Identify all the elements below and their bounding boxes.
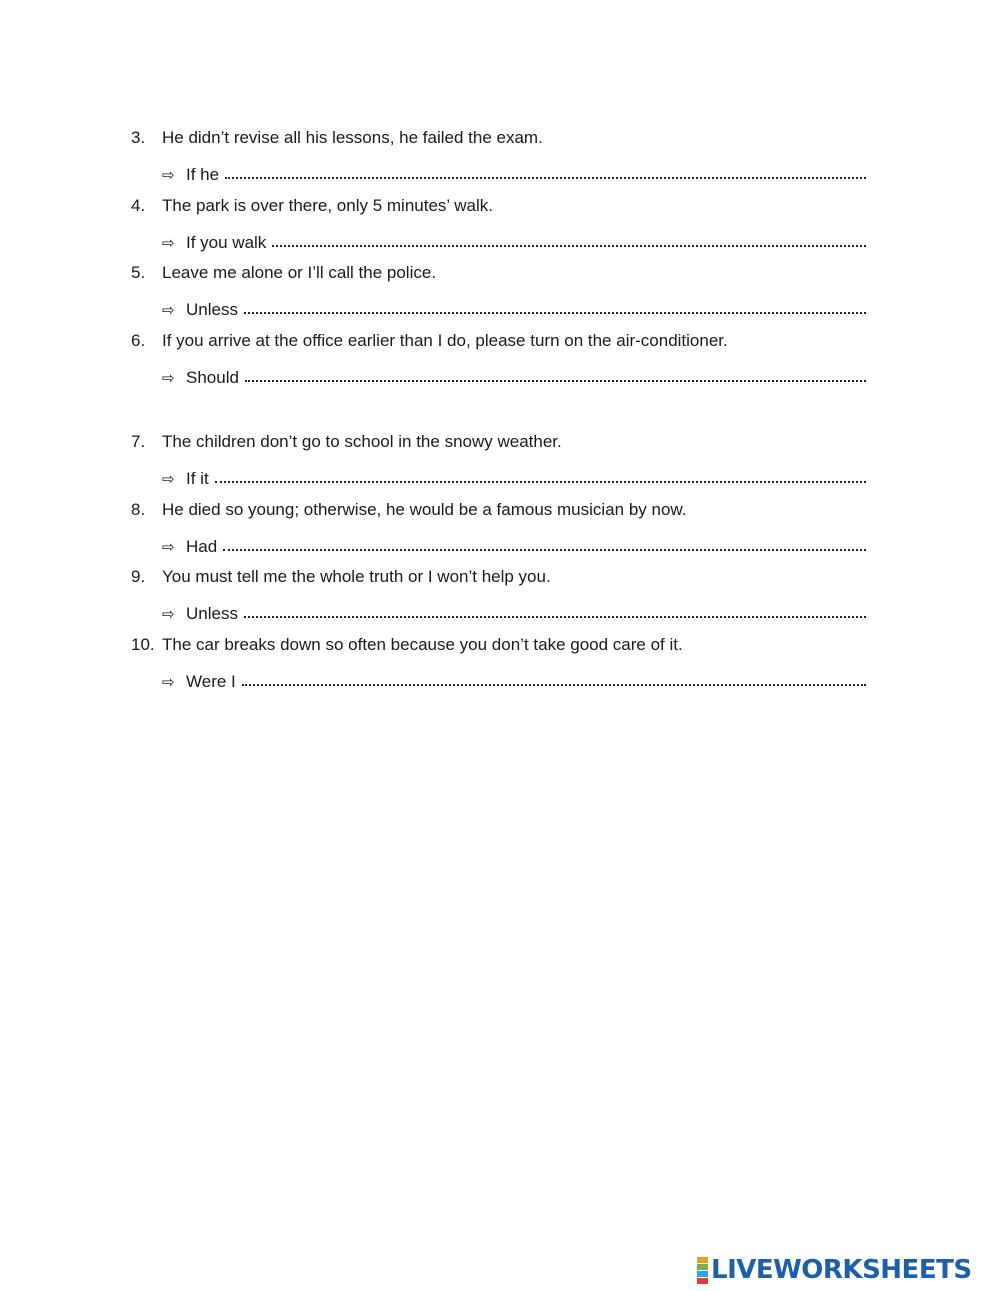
- exercise-number: 8.: [131, 500, 146, 519]
- answer-line: [131, 365, 866, 388]
- exercise-sentence: Leave me alone or I’ll call the police.: [162, 263, 437, 282]
- answer-input[interactable]: [215, 465, 866, 483]
- arrow-icon: ⇨: [162, 605, 175, 623]
- exercise-question: [131, 128, 866, 148]
- exercise-number: 9.: [131, 567, 146, 586]
- answer-input[interactable]: [272, 229, 866, 247]
- answer-prompt: Had: [186, 537, 218, 556]
- exercise-question: [131, 331, 866, 351]
- arrow-icon: ⇨: [162, 166, 175, 184]
- exercise-item: [131, 432, 866, 489]
- answer-input[interactable]: [225, 161, 866, 179]
- answer-line: [131, 297, 866, 320]
- answer-line: [131, 162, 866, 185]
- answer-line: [131, 230, 866, 253]
- answer-prompt: If he: [186, 165, 220, 184]
- answer-input[interactable]: [245, 364, 866, 382]
- answer-line: [131, 466, 866, 489]
- exercise-question: [131, 500, 866, 520]
- answer-input[interactable]: [242, 668, 866, 686]
- arrow-icon: ⇨: [162, 301, 175, 319]
- exercise-number: 10.: [131, 635, 155, 654]
- exercise-question: [131, 196, 866, 216]
- exercise-item: [131, 331, 866, 388]
- logo-text: LIVEWORKSHEETS: [711, 1255, 972, 1285]
- exercise-item: [131, 567, 866, 624]
- exercise-sentence: The car breaks down so often because you don’t take good care of it.: [162, 635, 683, 654]
- answer-line: [131, 669, 866, 692]
- answer-prompt: If you walk: [186, 233, 267, 252]
- answer-line: [131, 601, 866, 624]
- exercise-question: [131, 263, 866, 283]
- arrow-icon: ⇨: [162, 673, 175, 691]
- exercise-sentence: You must tell me the whole truth or I won’t help you.: [162, 567, 551, 586]
- exercise-sentence: The children don’t go to school in the snowy weather.: [162, 432, 562, 451]
- arrow-icon: ⇨: [162, 470, 175, 488]
- arrow-icon: ⇨: [162, 369, 175, 387]
- exercise-question: [131, 432, 866, 452]
- logo-block: [697, 1264, 708, 1270]
- exercise-question: [131, 635, 866, 655]
- answer-line: [131, 534, 866, 557]
- answer-prompt: Unless: [186, 300, 238, 319]
- exercise-item: [131, 263, 866, 320]
- answer-input[interactable]: [244, 296, 866, 314]
- answer-prompt: Were I: [186, 672, 236, 691]
- logo-block: [697, 1278, 708, 1284]
- exercise-sentence: If you arrive at the office earlier than I do, please turn on the air-conditioner.: [162, 331, 728, 350]
- exercise-item: [131, 196, 866, 253]
- logo-block: [697, 1271, 708, 1277]
- exercise-item: [131, 128, 866, 185]
- exercise-sentence: The park is over there, only 5 minutes’ walk.: [162, 196, 494, 215]
- answer-prompt: Should: [186, 368, 239, 387]
- exercise-sentence: He didn’t revise all his lessons, he failed the exam.: [162, 128, 543, 147]
- exercise-number: 4.: [131, 196, 146, 215]
- exercise-number: 7.: [131, 432, 146, 451]
- exercise-number: 6.: [131, 331, 146, 350]
- answer-input[interactable]: [244, 600, 866, 618]
- answer-input[interactable]: [223, 533, 866, 551]
- arrow-icon: ⇨: [162, 234, 175, 252]
- liveworksheets-logo: [697, 1254, 972, 1286]
- answer-prompt: If it: [186, 469, 209, 488]
- answer-prompt: Unless: [186, 604, 238, 623]
- exercise-item: [131, 635, 866, 692]
- exercise-number: 5.: [131, 263, 146, 282]
- exercise-item: [131, 500, 866, 557]
- logo-block: [697, 1257, 708, 1263]
- logo-blocks-icon: [697, 1257, 708, 1284]
- arrow-icon: ⇨: [162, 538, 175, 556]
- exercise-sentence: He died so young; otherwise, he would be a famous musician by now.: [162, 500, 687, 519]
- exercise-number: 3.: [131, 128, 146, 147]
- exercise-question: [131, 567, 866, 587]
